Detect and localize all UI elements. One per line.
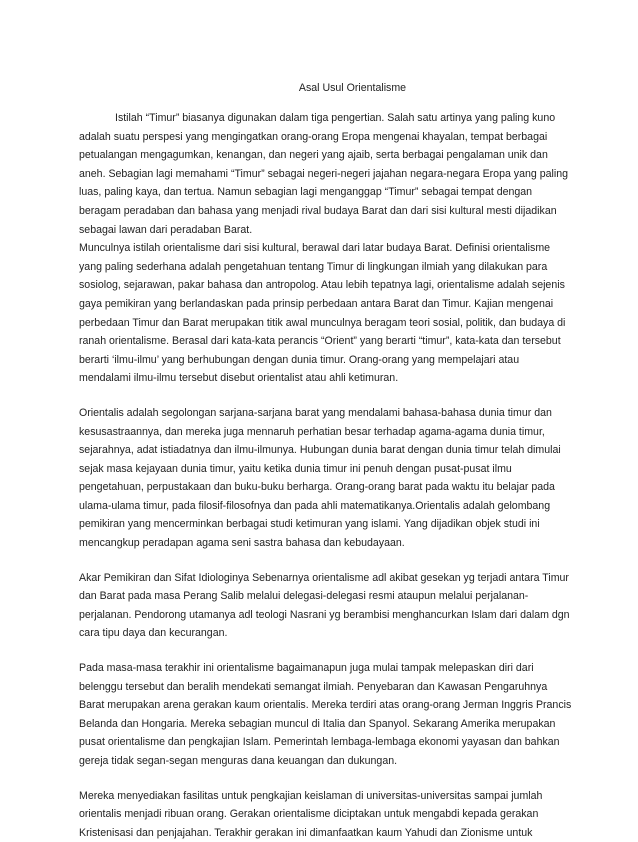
paragraph-line: Barat merupakan arena gerakan kaum orientalis. Mereka terdiri atas orang-orang Jerman Inggris Prancis	[79, 699, 572, 712]
paragraph-line: Pada masa-masa terakhir ini orientalisme bagaimanapun juga mulai tampak melepaskan diri dari	[79, 662, 534, 675]
paragraph-line: Munculnya istilah orientalisme dari sisi kultural, berawal dari latar budaya Barat. Definisi orientalisme	[79, 242, 551, 255]
paragraph	[79, 659, 588, 771]
paragraph-line: ranah orientalisme. Berasal dari kata-kata perancis “Orient” yang berarti “timur”, kata-kata dan tersebut	[79, 335, 561, 348]
paragraph-line: Orientalis adalah segolongan sarjana-sarjana barat yang mendalami bahasa-bahasa dunia timur dan	[79, 406, 552, 419]
paragraph-gap	[79, 553, 588, 569]
paragraph-line: Akar Pemikiran dan Sifat Idiologinya Sebenarnya orientalisme adl akibat gesekan yg terjadi antara Timur	[79, 571, 569, 584]
paragraph-line: pusat orientalisme dan pengkajian Islam. Pemerintah lembaga-lembaga ekonomi yayasan dan bahkan	[79, 736, 560, 749]
paragraph-line: sosiolog, sejarawan, pakar bahasa dan antropolog. Atau lebih tepatnya lagi, orientalisme adalah sejenis	[79, 279, 565, 292]
paragraph-line: orientalis menjadi ribuan orang. Gerakan orientalisme diciptakan untuk mengabdi kepada gerakan	[79, 808, 539, 821]
paragraph-line: sejarahnya, adat istiadatnya dan ilmu-ilmunya. Hubungan dunia barat dengan dunia timur telah dimulai	[79, 444, 561, 457]
paragraph-line: ulama-ulama timur, pada filosif-filosofnya dan pada ahli matematikanya.Orientalis adalah gelombang	[79, 499, 551, 512]
paragraph-line: yang paling sederhana adalah pengetahuan tentang Timur di lingkungan ilmiah yang dilakukan para	[79, 260, 548, 273]
paragraph-gap	[79, 771, 588, 787]
paragraph-line: mencangkup peradapan agama seni sastra bahasa dan kebudayaan.	[79, 537, 405, 550]
paragraph-line: adalah suatu perspesi yang mengingatkan orang-orang Eropa mengenai khayalan, tempat berbagai	[79, 130, 548, 143]
paragraph-line: luas, paling kaya, dan tertua. Namun sebagian lagi menganggap “Timur” sebagai tempat dengan	[79, 186, 533, 199]
paragraph-line: perbedaan Timur dan Barat merupakan titik awal munculnya beragam teori sosial, politik, dan budaya di	[79, 316, 566, 329]
paragraph-line: cara tipu daya dan kecurangan.	[79, 627, 228, 640]
paragraph-line: mendalami ilmu-ilmu tersebut disebut orientalist atau ahli ketimuran.	[79, 372, 399, 385]
paragraph-line: belenggu tersebut dan beralih mendekati semangat ilmiah. Penyebaran dan Kawasan Pengaruhnya	[79, 680, 548, 693]
paragraph-line: sebagai lawan dari peradaban Barat.	[79, 223, 253, 236]
document-title: Asal Usul Orientalisme	[298, 82, 407, 94]
paragraph-line: gereja tidak segan-segan menguras dana keuangan dan dukungan.	[79, 755, 398, 767]
paragraph	[79, 787, 588, 842]
paragraph-line: perjalanan. Pendorong utamanya adl teologi Nasrani yg berambisi menghancurkan Islam dari dalam dgn	[79, 608, 570, 621]
paragraph-line: Kristenisasi dan penjajahan. Terakhir gerakan ini dimanfaatkan kaum Yahudi dan Zionisme untuk	[79, 826, 533, 839]
paragraph-gap	[79, 388, 588, 404]
paragraph-gap	[79, 643, 588, 659]
paragraph	[79, 569, 588, 643]
paragraph-line: beragam peradaban dan bahasa yang menjadi rival budaya Barat dan dari sisi kultural mesti dijadikan	[79, 204, 557, 217]
paragraph-line: Istilah “Timur” biasanya digunakan dalam tiga pengertian. Salah satu artinya yang paling kuno	[115, 112, 556, 124]
paragraph-line: dan Barat pada masa Perang Salib melalui delegasi-delegasi resmi ataupun melalui perjalanan-	[79, 590, 529, 603]
document-body	[79, 109, 588, 842]
paragraph-line: berarti ‘ilmu-ilmu’ yang berhubungan dengan dunia timur. Orang-orang yang mempelajari atau	[79, 353, 520, 366]
paragraph	[79, 109, 588, 388]
paragraph-line: sejak masa kejayaan dunia timur, yaitu ketika dunia timur ini penuh dengan pusat-pusat ilmu	[79, 462, 512, 475]
paragraph-line: pengetahuan, perpustakaan dan buku-buku berharga. Orang-orang barat pada waktu itu belajar pada	[79, 481, 555, 494]
paragraph-line: gaya pemikiran yang berlandaskan pada prinsip perbedaan antara Barat dan Timur. Kajian mengenai	[79, 297, 554, 310]
paragraph-line: petualangan mengagumkan, kenangan, dan negeri yang ajaib, serta berbagai pengalaman unik dan	[79, 149, 548, 162]
paragraph-line: Mereka menyediakan fasilitas untuk pengkajian keislaman di universitas-universitas sampai jumlah	[79, 789, 543, 802]
paragraph-line: Belanda dan Hongaria. Mereka sebagian muncul di Italia dan Spanyol. Sekarang Amerika merupakan	[79, 717, 556, 730]
paragraph-line: kesusastraannya, dan mereka juga mennaruh perhatian besar terhadap agama-agama dunia timur,	[79, 425, 545, 438]
paragraph	[79, 404, 588, 553]
paragraph-line: pemikiran yang mencerminkan berbagai studi ketimuran yang islami. Yang dijadikan objek studi ini	[79, 518, 540, 531]
paragraph-line: aneh. Sebagian lagi memahami “Timur” sebagai negeri-negeri jajahan negara-negara Eropa yang paling	[79, 167, 568, 180]
